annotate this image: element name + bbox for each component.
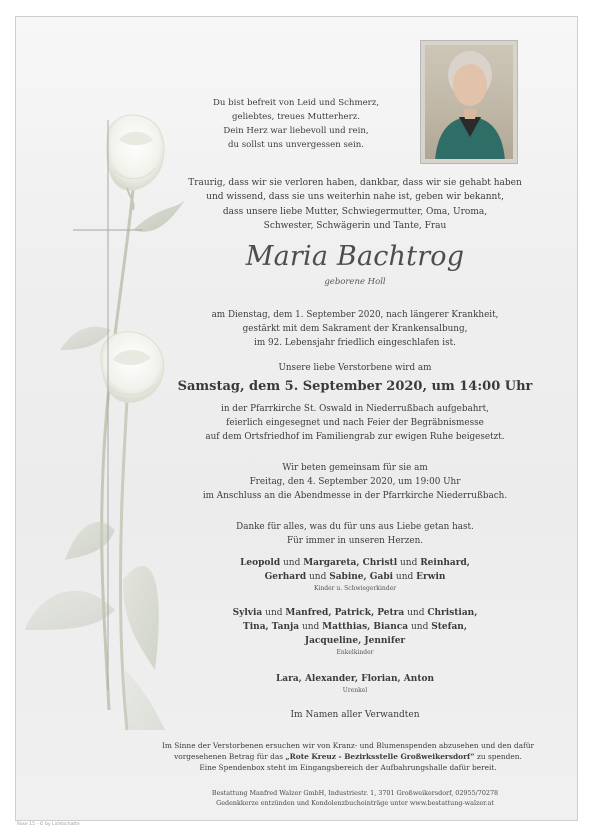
family-line [150,672,560,686]
family-grandchildren [150,606,560,657]
donation-text: vorgesehenen Betrag für das [174,752,286,762]
donation-line [118,751,578,762]
family-names: Reinhard, [420,558,470,568]
family-names: Matthias, Bianca [322,622,409,632]
donation-request [118,740,578,774]
death-line: am Dienstag, dem 1. September 2020, nach längerer Krankheit, [211,310,499,320]
family-line [150,570,560,584]
deceased-name: Maria Bachtrog [245,241,465,272]
portrait-photo [420,40,518,164]
burial-line: auf dem Ortsfriedhof im Familiengrab zur ewigen Ruhe beigesetzt. [205,432,505,443]
relation-label: Urenkel [342,687,368,694]
thanks-line: Danke für alles, was du für uns aus Liebe getan hast. [236,522,474,532]
family-connector: und [306,572,330,582]
burial-line: in der Pfarrkirche St. Oswald in Niederrußbach aufgebahrt, [221,404,489,414]
family-connector: und [408,622,432,632]
donation-line: Eine Spendenbox steht im Eingangsbereich der Aufbahrungshalle dafür bereit. [199,763,497,773]
intro-line: Schwester, Schwägerin und Tante, Frau [263,221,447,232]
intro-line: und wissend, dass sie uns weiterhin nahe ist, geben wir bekannt, [206,192,504,203]
death-notice [150,308,560,351]
undertaker-web: Gedenkkerze entzünden und Kondolenzbucheinträge unter www.bestattung-walzer.at [216,799,494,807]
intro-line: dass unsere liebe Mutter, Schwiegermutter, Oma, Uroma, [222,206,488,217]
undertaker-info [150,788,560,808]
prayer-line: Freitag, den 4. September 2020, um 19:00 Uhr [249,477,461,488]
funeral-date: Samstag, dem 5. September 2020, um 14:00 Uhr [177,379,533,394]
family-names: Leopold [240,558,281,568]
family-names: Erwin [416,572,446,582]
family-connector: und [393,572,417,582]
family-line [150,620,560,634]
prayer-line: im Anschluss an die Abendmesse in der Pfarrkirche Niederrußbach. [202,491,508,502]
poem-line: du sollst uns unvergessen sein. [227,140,365,150]
poem-line: geliebtes, treues Mutterherz. [232,112,360,122]
burial-line: feierlich eingesegnet und nach Feier der Begräbnismesse [226,418,484,429]
portrait-silhouette [425,45,513,159]
poem [178,96,414,152]
donation-line: Im Sinne der Verstorbenen ersuchen wir von Kranz- und Blumenspenden abzusehen und den dafür [161,741,535,750]
poem-line: Du bist befreit von Leid und Schmerz, [212,98,380,108]
closing-line: Im Namen aller Verwandten [290,710,420,720]
poem-line: Dein Herz war liebevoll und rein, [223,126,369,136]
family-connector: und [262,608,286,618]
family-connector: und [280,558,304,568]
relation-label: Enkelkinder [336,649,374,656]
family-names: Sylvia [232,608,263,618]
family-names: Margareta, Christl [303,558,398,568]
family-line [150,606,560,620]
prayer-line: Wir beten gemeinsam für sie am [282,463,428,473]
donation-text: zu spenden. [474,752,522,762]
family-line [150,634,560,648]
thanks-line: Für immer in unseren Herzen. [286,536,424,547]
family-names: Lara, Alexander, Florian, Anton [275,674,435,684]
burial-details [150,402,560,445]
thanks-text [150,520,560,548]
maiden-name: geborene Holl [324,277,386,287]
death-line: im 92. Lebensjahr friedlich eingeschlafen ist. [254,338,456,349]
death-line: gestärkt mit dem Sakrament der Krankensalbung, [242,324,468,335]
family-names: Christian, [427,608,478,618]
undertaker-address: Bestattung Manfred Walzer GmbH, Industriestr. 1, 3701 Großweikersdorf, 02955/70278 [211,789,499,797]
family-connector: und [397,558,421,568]
image-credit: Rose 15 · © by Lichtschatte [17,822,80,827]
prayer-service [150,461,560,504]
family-names: Sabine, Gabi [329,572,394,582]
family-connector: und [404,608,428,618]
family-connector: und [299,622,323,632]
announcement-intro [150,176,560,234]
family-children [150,556,560,593]
funeral-intro: Unsere liebe Verstorbene wird am [278,363,432,373]
family-names: Gerhard [264,572,307,582]
family-great-grandchildren [150,672,560,695]
family-names: Manfred, Patrick, Petra [285,608,405,618]
donation-organization: „Rote Kreuz - Bezirksstelle Großweikersdorf“ [285,752,475,762]
family-names: Jacqueline, Jennifer [304,636,406,646]
family-line [150,556,560,570]
intro-line: Traurig, dass wir sie verloren haben, dankbar, dass wir sie gehabt haben [188,178,522,188]
relation-label: Kinder u. Schwiegerkinder [314,585,396,592]
family-names: Stefan, [431,622,467,632]
family-names: Tina, Tanja [243,622,300,632]
